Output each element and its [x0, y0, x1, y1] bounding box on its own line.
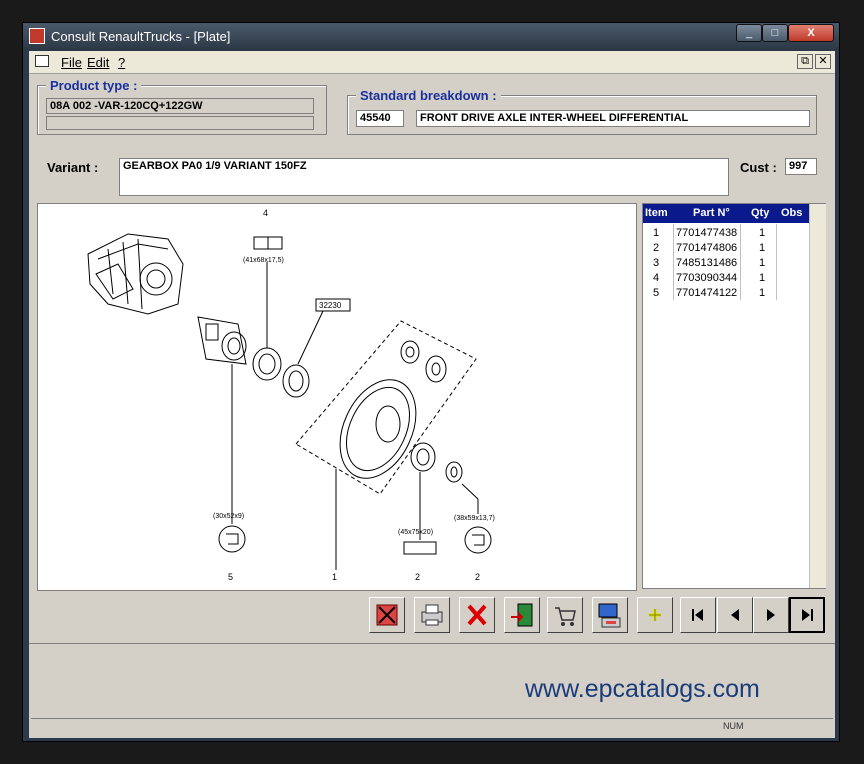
dim-label-2a: (45x75x20) [398, 529, 434, 536]
cust-label: Cust : [740, 160, 777, 175]
row-item: 2 [653, 242, 660, 254]
client-area [29, 51, 835, 737]
previous-icon [721, 601, 749, 629]
table-scrollbar[interactable] [809, 204, 826, 588]
row-qty: 1 [759, 272, 766, 284]
status-num: NUM [723, 721, 744, 731]
document-icon[interactable] [35, 55, 49, 67]
maximize-button[interactable]: □ [762, 24, 788, 42]
callout-32230: 32230 [319, 301, 342, 310]
header-part-number[interactable]: Part N° [693, 207, 730, 219]
exploded-view-drawing [38, 204, 636, 590]
standard-breakdown-legend: Standard breakdown : [356, 88, 501, 103]
exit-icon [508, 601, 536, 629]
header-qty[interactable]: Qty [751, 207, 770, 219]
row-item: 3 [653, 257, 660, 269]
menu-help[interactable]: ? [118, 55, 126, 70]
next-icon [757, 601, 785, 629]
header-item[interactable]: Item [645, 207, 668, 219]
row-item: 4 [653, 272, 660, 284]
row-qty: 1 [759, 242, 766, 254]
first-icon [684, 601, 712, 629]
parts-table[interactable] [642, 203, 826, 589]
menu-edit[interactable]: Edit [87, 55, 110, 70]
row-part: 7701474806 [676, 242, 738, 254]
table-row[interactable] [643, 226, 793, 241]
menu-file[interactable]: File [61, 55, 82, 70]
minimize-button[interactable]: _ [736, 24, 762, 42]
dim-label-5: (30x52x9) [213, 513, 245, 520]
mdi-restore-button[interactable]: ⧉ [797, 54, 813, 69]
table-row[interactable] [643, 286, 793, 301]
callout-2b: 2 [475, 572, 481, 582]
gearbox-thumbnail [88, 234, 183, 314]
row-part: 7703090344 [676, 272, 738, 284]
product-type-legend: Product type : [46, 78, 141, 93]
dim-label-2b: (38x59x13,7) [454, 515, 495, 522]
add-icon [641, 601, 669, 629]
variant-label: Variant : [47, 160, 99, 175]
window-title: Consult RenaultTrucks - [Plate] [51, 29, 231, 44]
last-button[interactable] [789, 597, 825, 633]
row-part: 7701477438 [676, 227, 738, 239]
header-obs[interactable]: Obs [781, 207, 803, 219]
computer-print-icon [596, 601, 624, 629]
product-type-group [37, 78, 327, 135]
callout-4: 4 [263, 208, 269, 218]
cust-field[interactable]: 997 [785, 158, 817, 175]
table-row[interactable] [643, 241, 793, 256]
breakdown-description-field[interactable]: FRONT DRIVE AXLE INTER-WHEEL DIFFERENTIAL [416, 110, 810, 127]
row-qty: 1 [759, 287, 766, 299]
main-window [22, 22, 840, 742]
delete-button[interactable] [459, 597, 495, 633]
delete-icon [463, 601, 491, 629]
row-item: 5 [653, 287, 660, 299]
row-qty: 1 [759, 257, 766, 269]
variant-field[interactable]: GEARBOX PA0 1/9 VARIANT 150FZ [119, 158, 729, 196]
print-button[interactable] [414, 597, 450, 633]
dim-label-4: (41x68x17,5) [243, 257, 284, 264]
exit-button[interactable] [504, 597, 540, 633]
callout-1: 1 [332, 572, 338, 582]
row-qty: 1 [759, 227, 766, 239]
status-bar [31, 718, 833, 735]
product-type-field[interactable]: 08A 002 -VAR-120CQ+122GW [46, 98, 314, 114]
watermark-text: www.epcatalogs.com [525, 675, 760, 703]
callout-2a: 2 [415, 572, 421, 582]
table-row[interactable] [643, 271, 793, 286]
row-part: 7701474122 [676, 287, 738, 299]
product-type-field-2[interactable] [46, 116, 314, 130]
row-item: 1 [653, 227, 660, 239]
callout-5: 5 [228, 572, 234, 582]
cart-button[interactable] [547, 597, 583, 633]
app-icon [29, 28, 45, 44]
last-icon [793, 601, 821, 629]
cancel-order-icon [373, 601, 401, 629]
table-row[interactable] [643, 256, 793, 271]
plate-diagram[interactable] [37, 203, 637, 591]
title-bar[interactable] [23, 23, 839, 51]
breakdown-code-field[interactable]: 45540 [356, 110, 404, 127]
row-part: 7485131486 [676, 257, 738, 269]
parts-table-header [643, 204, 809, 223]
next-button[interactable] [753, 597, 789, 633]
add-button[interactable] [637, 597, 673, 633]
standard-breakdown-group [347, 88, 817, 135]
first-button[interactable] [680, 597, 716, 633]
mdi-close-button[interactable]: ✕ [815, 54, 831, 69]
cancel-order-button[interactable] [369, 597, 405, 633]
computer-print-button[interactable] [592, 597, 628, 633]
previous-button[interactable] [717, 597, 753, 633]
print-icon [418, 601, 446, 629]
cart-icon [551, 601, 579, 629]
close-button[interactable]: X [788, 24, 834, 42]
menu-bar [29, 51, 835, 74]
